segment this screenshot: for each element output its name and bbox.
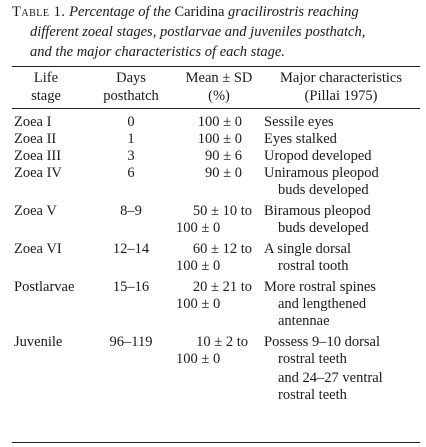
row-characteristics: Sessile eyes bbox=[264, 114, 334, 130]
row-characteristics: A single dorsal bbox=[264, 241, 351, 257]
row-mean: 100 ± 0 bbox=[197, 114, 242, 130]
row-stage: Zoea III bbox=[14, 148, 62, 164]
row-days: 3 bbox=[127, 148, 135, 164]
row-days: 8–9 bbox=[120, 203, 142, 219]
row-characteristics: Uniramous pleopod bbox=[264, 165, 379, 181]
row-days: 1 bbox=[127, 131, 135, 147]
table-label: Table 1. bbox=[12, 4, 66, 20]
row-characteristics: Uropod developed bbox=[264, 148, 372, 164]
row-characteristics-cont: rostral teeth bbox=[278, 351, 347, 367]
row-mean: 10 ± 2 to bbox=[196, 334, 248, 350]
header-rule bbox=[12, 108, 420, 109]
caption-line3: and the major characteristics of each stage. bbox=[30, 44, 285, 60]
row-mean-cont: 100 ± 0 bbox=[176, 351, 221, 367]
row-mean: 90 ± 6 bbox=[205, 148, 242, 164]
row-mean: 100 ± 0 bbox=[197, 131, 242, 147]
row-characteristics: Biramous pleopod bbox=[264, 203, 371, 219]
row-days: 12–14 bbox=[112, 241, 150, 257]
row-characteristics: Eyes stalked bbox=[264, 131, 337, 147]
row-mean: 20 ± 21 to bbox=[192, 279, 252, 295]
header-mean-sd: Mean ± SD (%) bbox=[185, 70, 253, 104]
row-characteristics: Possess 9–10 dorsal bbox=[264, 334, 381, 350]
row-stage: Zoea I bbox=[14, 114, 52, 130]
row-mean: 90 ± 0 bbox=[205, 165, 242, 181]
row-characteristics-cont: antennae bbox=[278, 313, 330, 329]
row-stage: Zoea II bbox=[14, 131, 57, 147]
row-days: 6 bbox=[127, 165, 135, 181]
caption-part2: reaching bbox=[304, 4, 359, 20]
row-stage: Postlarvae bbox=[14, 279, 75, 295]
row-mean-cont: 100 ± 0 bbox=[176, 258, 221, 274]
header-life-stage: Life stage bbox=[31, 70, 61, 104]
row-days: 96–119 bbox=[109, 334, 153, 350]
caption-genus: Caridina bbox=[174, 4, 225, 20]
row-characteristics-cont: buds developed bbox=[278, 182, 369, 198]
row-characteristics-cont: buds developed bbox=[278, 220, 369, 236]
row-characteristics: More rostral spines bbox=[264, 279, 376, 295]
header-days-posthatch: Days posthatch bbox=[103, 70, 159, 104]
row-characteristics-cont: rostral tooth bbox=[278, 258, 349, 274]
caption-line2: different zoeal stages, postlarvae and juveniles posthatch, bbox=[30, 24, 366, 40]
row-mean-cont: 100 ± 0 bbox=[176, 220, 221, 236]
row-mean-cont: 100 ± 0 bbox=[176, 296, 221, 312]
row-mean: 50 ± 10 to bbox=[192, 203, 252, 219]
row-stage: Zoea VI bbox=[14, 241, 62, 257]
top-rule bbox=[12, 66, 420, 67]
row-stage: Zoea V bbox=[14, 203, 57, 219]
row-stage: Zoea IV bbox=[14, 165, 62, 181]
row-stage: Juvenile bbox=[14, 334, 63, 350]
table-caption bbox=[12, 2, 420, 62]
bottom-rule bbox=[12, 442, 420, 443]
row-characteristics-cont: and lengthened bbox=[278, 296, 367, 312]
row-mean: 60 ± 12 to bbox=[192, 241, 252, 257]
caption-part1: Percentage of the bbox=[69, 4, 175, 20]
row-days: 15–16 bbox=[112, 279, 150, 295]
caption-species: gracilirostris bbox=[224, 4, 305, 20]
header-major-characteristics: Major characteristics (Pillai 1975) bbox=[280, 70, 402, 104]
row-days: 0 bbox=[127, 114, 135, 130]
row-characteristics-cont: rostral teeth bbox=[278, 387, 347, 403]
row-characteristics-cont: and 24–27 ventral bbox=[278, 370, 383, 386]
